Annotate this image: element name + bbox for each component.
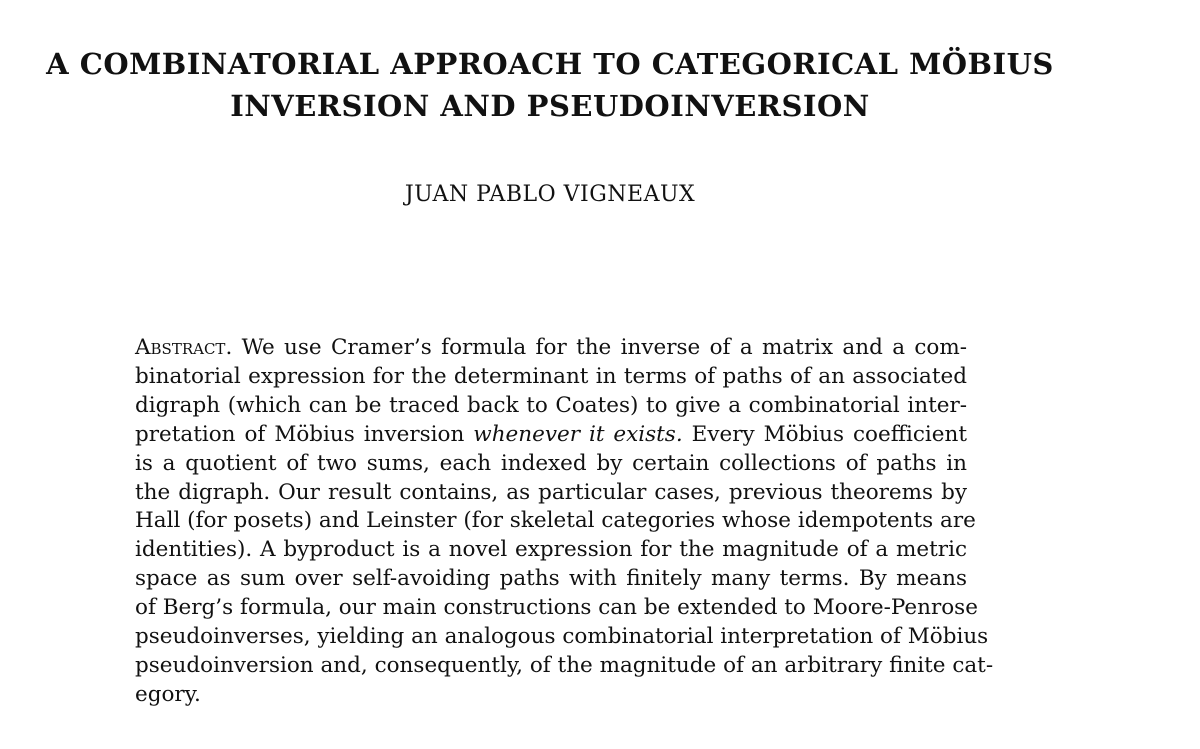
abstract-line: is a quotient of two sums, each indexed by certain collections of paths in (135, 450, 967, 476)
abstract-line: pseudoinversion and, consequently, of the magnitude of an arbitrary finite cat- (135, 652, 994, 678)
abstract-line (135, 421, 967, 450)
abstract-line: of Berg’s formula, our main constructions can be extended to Moore-Penrose (135, 595, 978, 621)
abstract (135, 334, 994, 710)
paper-title-line-2: INVERSION AND PSEUDOINVERSION (230, 89, 870, 123)
paper-title-line-1: A COMBINATORIAL APPROACH TO CATEGORICAL MÖBIUS (46, 47, 1054, 81)
abstract-text: pretation of Möbius inversion (135, 421, 465, 447)
abstract-line: space as sum over self-avoiding paths with finitely many terms. By means (135, 566, 967, 592)
abstract-line: Hall (for posets) and Leinster (for skeletal categories whose idempotents are (135, 508, 976, 534)
abstract-emphasis: whenever it exists. (473, 421, 683, 447)
abstract-line: pseudoinverses, yielding an analogous combinatorial interpretation of Möbius (135, 624, 989, 650)
abstract-line: binatorial expression for the determinant in terms of paths of an associated (135, 363, 967, 389)
abstract-line (135, 334, 967, 363)
abstract-line: identities). A byproduct is a novel expression for the magnitude of a metric (135, 537, 967, 563)
author-name: JUAN PABLO VIGNEAUX (404, 182, 696, 207)
abstract-label: Abstract. (135, 335, 233, 360)
abstract-text: We use Cramer’s formula for the inverse of a matrix and a com- (241, 335, 967, 360)
abstract-text: Every Möbius coefficient (691, 421, 967, 447)
abstract-line: egory. (135, 681, 201, 707)
abstract-line: digraph (which can be traced back to Coates) to give a combinatorial inter- (135, 392, 967, 418)
abstract-line: the digraph. Our result contains, as particular cases, previous theorems by (135, 479, 967, 505)
